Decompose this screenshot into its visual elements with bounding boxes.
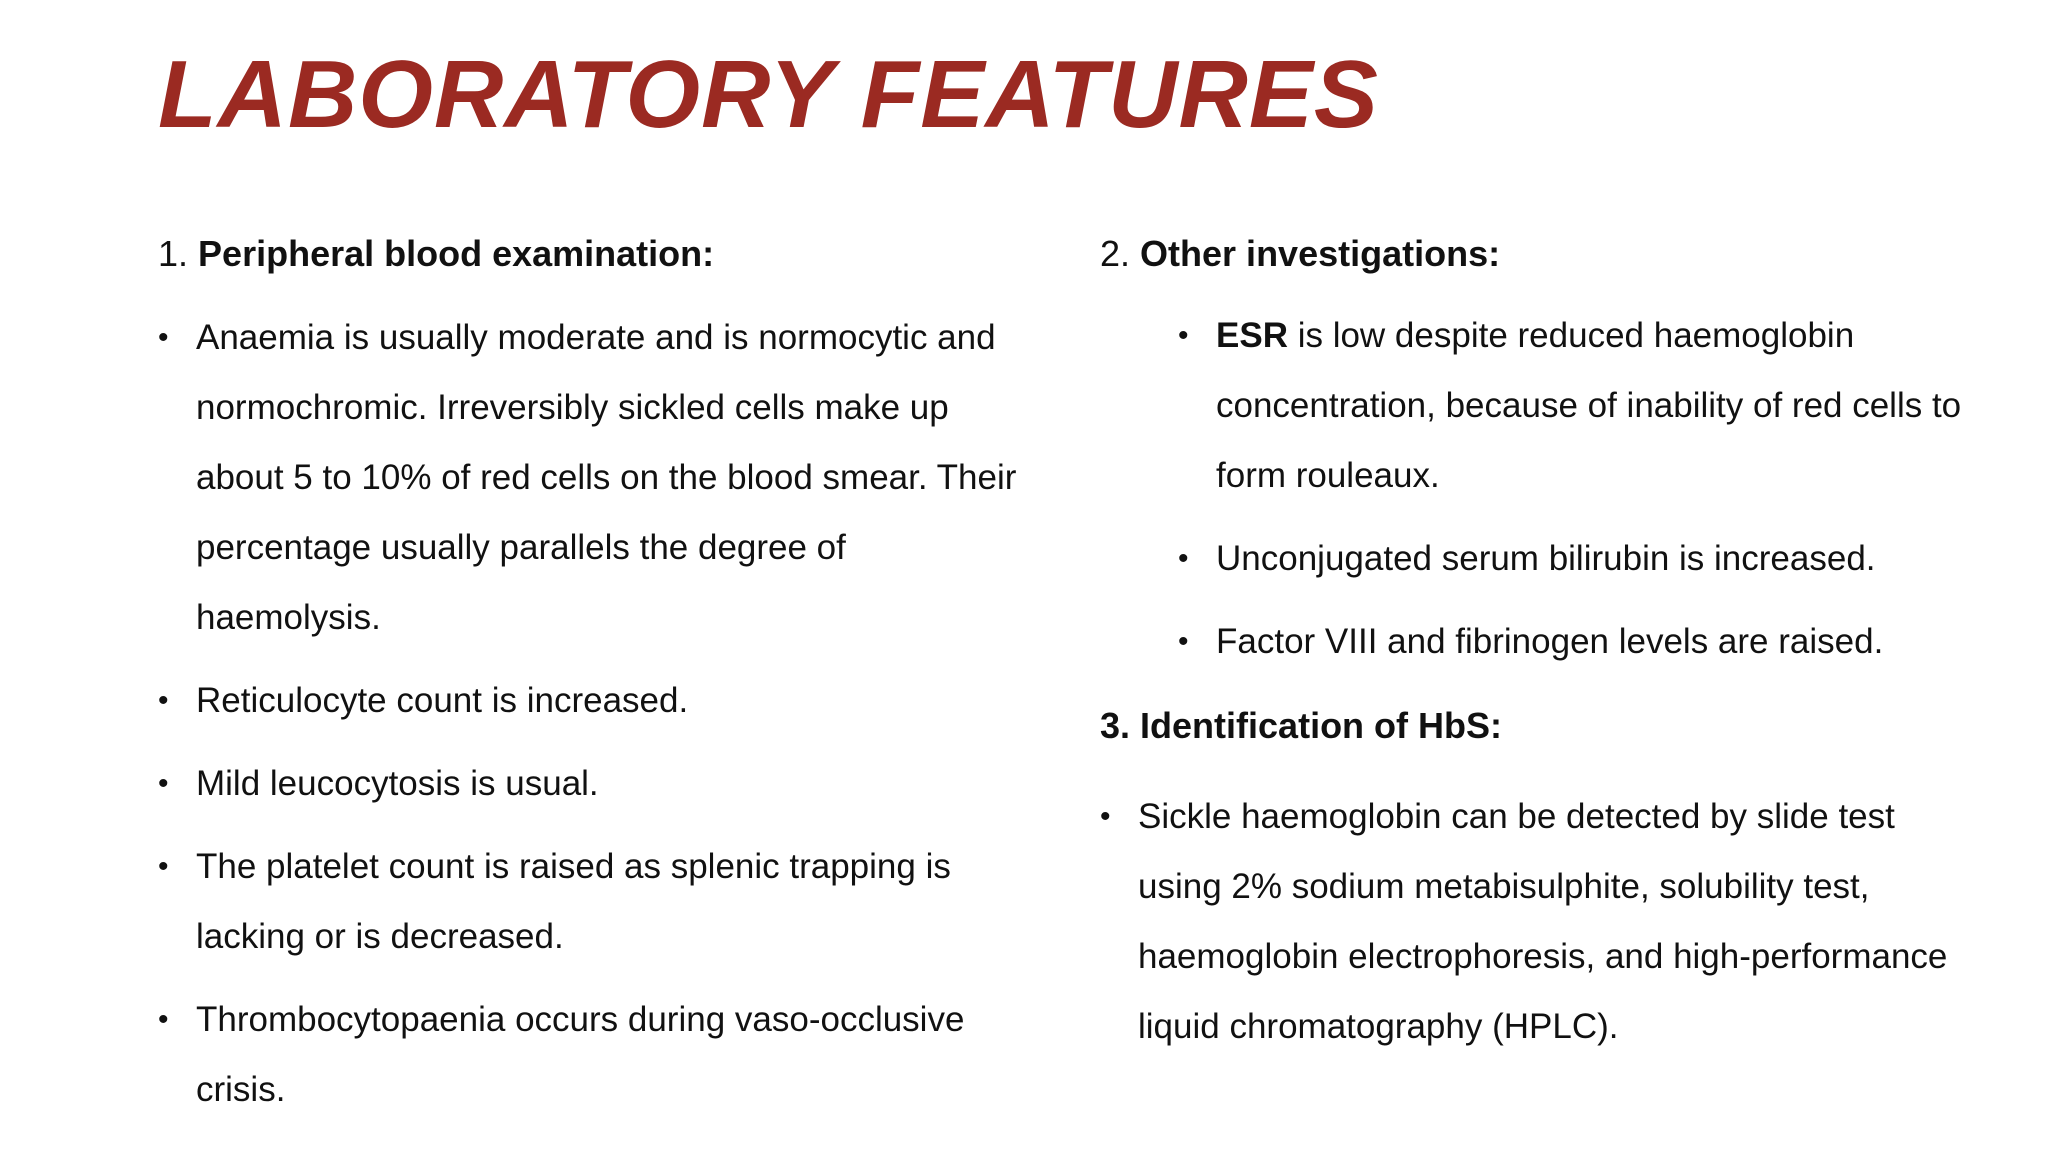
list-item xyxy=(158,303,1038,653)
bullet-text: The platelet count is raised as splenic trapping is lacking or is decreased. xyxy=(196,847,951,956)
section2-number: 2. xyxy=(1100,233,1131,274)
section3-heading xyxy=(1100,704,1502,748)
list-item xyxy=(1178,524,2028,594)
bullet-icon: • xyxy=(1178,542,1189,575)
bullet-icon: • xyxy=(1178,625,1189,658)
bullet-icon: • xyxy=(1178,319,1189,352)
bullet-icon: • xyxy=(158,321,169,354)
section1-list xyxy=(158,303,1038,1138)
list-item xyxy=(1178,607,2028,677)
section2-list xyxy=(1178,301,2028,690)
bullet-icon: • xyxy=(158,850,169,883)
section1-title: Peripheral blood examination: xyxy=(198,233,715,274)
bullet-bold-lead: ESR xyxy=(1216,316,1288,355)
bullet-icon: • xyxy=(1100,800,1111,833)
list-item xyxy=(1178,301,2028,511)
bullet-icon: • xyxy=(158,1003,169,1036)
section2-heading xyxy=(1100,232,1500,276)
bullet-text: is low despite reduced haemoglobin concentration, because of inability of red cells to form rouleaux. xyxy=(1216,316,1962,495)
page-title: LABORATORY FEATURES xyxy=(158,41,1379,148)
list-item xyxy=(158,749,1038,819)
section1-heading xyxy=(158,232,714,276)
list-item xyxy=(158,985,1038,1125)
bullet-icon: • xyxy=(158,684,169,717)
bullet-icon: • xyxy=(158,767,169,800)
bullet-text: Mild leucocytosis is usual. xyxy=(196,764,599,803)
bullet-text: Sickle haemoglobin can be detected by slide test using 2% sodium metabisulphite, solubility test, haemoglobin electrophoresis, and high-performance liquid chromatography (HPLC). xyxy=(1138,797,1948,1046)
bullet-text: Thrombocytopaenia occurs during vaso-occlusive crisis. xyxy=(196,1000,965,1109)
section1-number: 1. xyxy=(158,233,189,274)
list-item xyxy=(1100,782,1980,1062)
section3-number: 3. xyxy=(1100,705,1131,746)
section2-title: Other investigations: xyxy=(1140,233,1501,274)
list-item xyxy=(158,832,1038,972)
bullet-text: Anaemia is usually moderate and is normocytic and normochromic. Irreversibly sickled cells make up about 5 to 10% of red cells on the blood smear. Their percentage usually parallels the degree of haemolysis. xyxy=(196,318,1017,637)
bullet-text: Factor VIII and fibrinogen levels are raised. xyxy=(1216,622,1884,661)
section3-title: Identification of HbS: xyxy=(1140,705,1503,746)
bullet-text: Reticulocyte count is increased. xyxy=(196,681,689,720)
bullet-text: Unconjugated serum bilirubin is increased. xyxy=(1216,539,1876,578)
list-item xyxy=(158,666,1038,736)
section3-list xyxy=(1100,782,1980,1075)
